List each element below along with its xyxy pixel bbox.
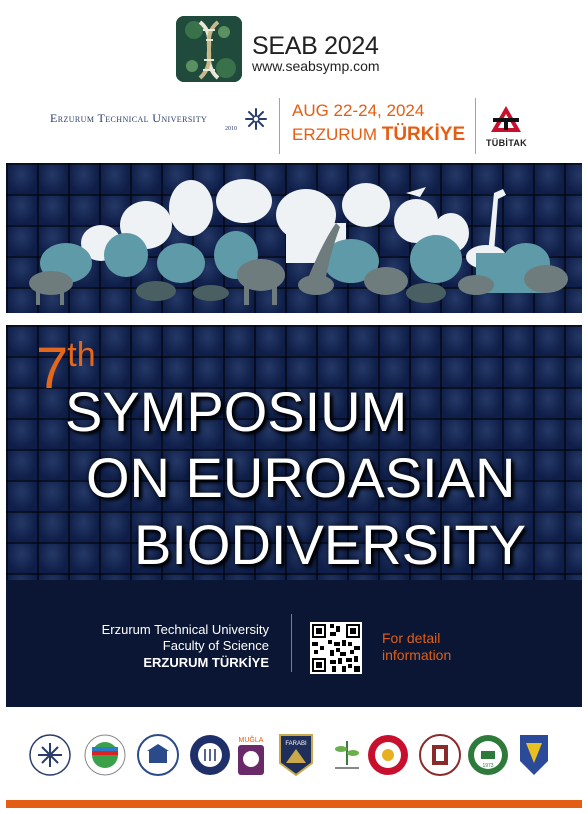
title-line-3: BIODIVERSITY <box>134 513 527 576</box>
partner-logo-university-4-icon <box>188 733 232 777</box>
edition-suffix: th <box>67 336 96 374</box>
university-year: 2010 <box>225 126 237 132</box>
partner-logo-university-8-icon <box>366 733 410 777</box>
organizer-faculty: Faculty of Science <box>162 638 269 653</box>
organizer-divider <box>291 614 292 672</box>
title-line-2: ON EUROASIAN <box>86 446 516 509</box>
event-country: TÜRKİYE <box>381 124 466 145</box>
mugla-label: MUĞLA <box>238 737 264 744</box>
organizer-band <box>6 580 582 707</box>
tubitak-logo-icon <box>489 104 523 134</box>
detail-label-1: For detail <box>382 630 441 646</box>
organizer-university: Erzurum Technical University <box>101 622 269 637</box>
event-location <box>292 124 465 146</box>
partner-logo-farabi-icon <box>276 733 316 777</box>
partner-logo-university-10-icon <box>466 733 510 777</box>
title-line-1: SYMPOSIUM <box>65 380 408 443</box>
brand-url[interactable]: www.seabsymp.com <box>252 58 380 74</box>
bottom-accent-bar <box>6 800 582 808</box>
detail-label-2: information <box>382 647 452 663</box>
partner-logo-shield-icon <box>518 733 550 777</box>
wildlife-banner <box>6 163 582 313</box>
wildlife-silhouettes-icon <box>6 163 582 313</box>
farabi-label: FARABI <box>285 741 307 747</box>
event-city: ERZURUM <box>292 125 377 144</box>
event-dates: AUG 22-24, 2024 <box>292 101 425 120</box>
qr-code-icon[interactable] <box>310 622 362 674</box>
snowflake-emblem-icon <box>244 107 268 131</box>
brand-title: SEAB 2024 <box>252 32 379 60</box>
header-divider-2 <box>475 98 476 154</box>
partner-logo-etu-icon <box>28 733 72 777</box>
sponsor-name: TÜBİTAK <box>486 138 527 148</box>
seab-logo-icon <box>176 16 242 82</box>
partner-logo-university-3-icon <box>136 733 180 777</box>
partner-logo-azerbaijan-icon <box>83 733 127 777</box>
header-divider <box>279 98 280 154</box>
edition-digit: 7 <box>36 336 68 401</box>
partner-logo-mugla-icon <box>236 733 266 777</box>
partner-logo-university-9-icon <box>418 733 462 777</box>
partner-year: 1973 <box>482 763 494 769</box>
university-name: Erzurum Technical University <box>50 111 208 125</box>
partner-logo-plant-icon <box>325 733 369 777</box>
organizer-location: ERZURUM TÜRKİYE <box>143 655 269 670</box>
